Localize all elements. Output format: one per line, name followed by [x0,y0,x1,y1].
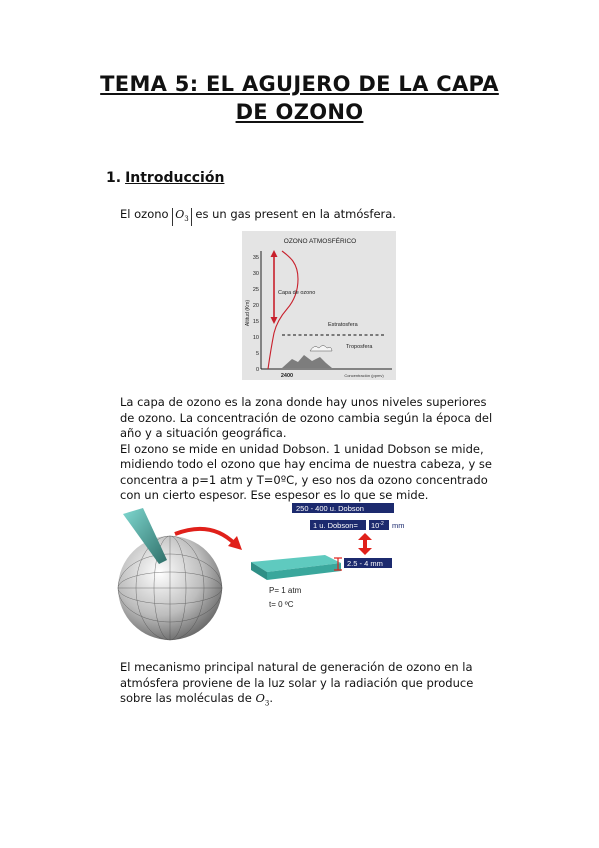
x-axis-label: Concentración (ppmv) [344,373,384,378]
text-line: El mecanismo principal natural de generación de ozono en la [120,660,473,674]
dobson-unit-figure [115,500,405,648]
label-troposphere: Troposfera [346,344,373,350]
double-red-arrow [358,533,372,555]
text-line: La capa de ozono es la zona donde hay unos niveles superiores [120,395,487,409]
intro-sentence [120,207,516,226]
text-line: El ozono se mide en unidad Dobson. 1 unidad Dobson se mide, [120,441,484,456]
title-line-2: DE OZONO [235,100,364,124]
globe [118,536,222,640]
document-title [60,70,539,126]
section-label: Introducción [125,170,225,186]
y-tick-10: 10 [252,335,259,341]
section-number: 1. [106,170,122,186]
dobson-unit-mm: mm [392,521,405,530]
text-line: concentra a p=1 atm y T=0ºC, y eso nos da ozono concentrado [120,472,488,487]
figure-ozone-title: OZONO ATMOSFÉRICO [283,238,357,245]
text-line: con un cierto espesor. Ese espesor es lo que se mide. [120,488,429,502]
x-tick-2400: 2400 [280,373,294,379]
label-stratosphere: Estratosfera [328,322,358,328]
o3-formula-inline: $O_3$ [255,691,270,708]
text-line: de ozono. La concentración de ozono cambia según la época del [120,410,493,425]
temperature-label: t= 0 ºC [269,600,294,609]
dobson-definition-label: 1 u. Dobson= [313,521,358,530]
y-axis-label: Altitud (Km) [245,299,251,327]
y-tick-15: 15 [252,319,259,325]
dobson-value: $10^{-2}$ [371,521,384,530]
y-tick-5: 5 [255,351,259,357]
y-tick-20: 20 [252,303,259,309]
o3-formula: $O_3$ [172,208,192,226]
dobson-range-label: 250 - 400 u. Dobson [296,504,364,513]
y-tick-35: 35 [252,255,259,261]
title-line-1: TEMA 5: EL AGUJERO DE LA CAPA [100,72,499,96]
label-ozone-layer: Capa de ozono [278,290,316,296]
text-line: midiendo todo el ozono que hay encima de nuestra cabeza, y se [120,457,492,471]
y-tick-30: 30 [252,271,259,277]
pressure-label: P= 1 atm [269,586,302,595]
y-tick-25: 25 [252,287,259,293]
intro-text-after: es un gas present en la atmósfera. [191,207,396,221]
paragraph-2 [120,660,516,712]
ozone-slab [251,555,341,580]
text-line: atmósfera proviene de la luz solar y la radiación que produce [120,675,474,690]
ozone-altitude-figure [242,231,396,380]
y-tick-0: 0 [255,367,259,373]
text-line: año y a situación geográfica. [120,426,287,440]
paragraph-1 [120,395,516,504]
thickness-label: 2.5 - 4 mm [347,559,383,568]
text-line: sobre las moléculas de $O_3$. [120,691,274,708]
section-heading [106,170,224,186]
intro-text-before: El ozono [120,207,173,221]
